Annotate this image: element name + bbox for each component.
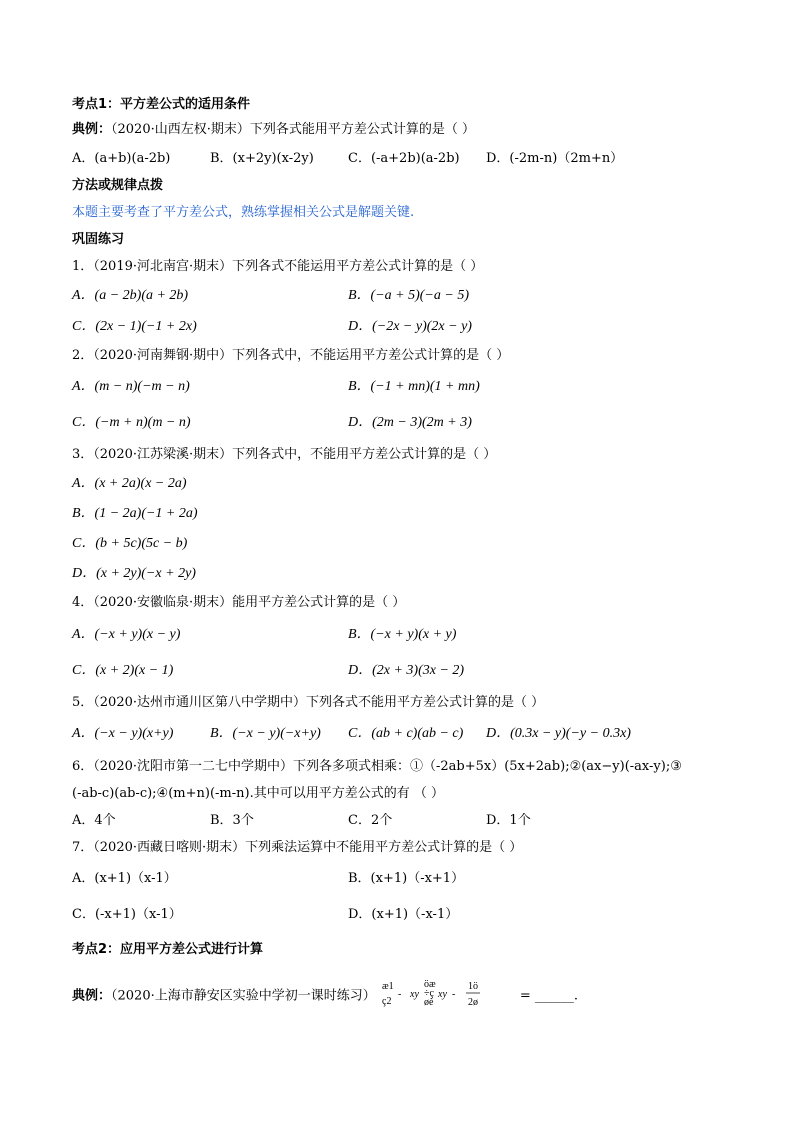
q3-option-c: C．(b + 5c)(5c − b) [72,536,188,551]
section1-title: 考点1：平方差公式的适用条件 [72,97,251,112]
example1-label: 典例： [72,122,112,137]
svg-text:ç2: ç2 [381,996,392,1007]
q2-option-d: D．(2m − 3)(2m + 3) [348,415,472,430]
q2-option-c: C．(−m + n)(m − n) [72,415,191,430]
q3-stem: 3．（2020·江苏梁溪·期末）下列各式中，不能用平方差公式计算的是（ ） [72,447,497,462]
svg-text:öæ: öæ [423,979,436,990]
svg-text:2ø: 2ø [467,997,478,1008]
example1-option-b: B．(x+2y)(x-2y) [210,151,314,166]
example1 [72,121,475,139]
method-title: 方法或规律点拨 [72,178,164,193]
svg-text:æ1: æ1 [381,981,394,992]
q5-option-c: C．(ab + c)(ab − c) [348,726,464,741]
svg-text:÷ç: ÷ç [423,988,434,999]
q2-option-b: B．(−1 + mn)(1 + mn) [348,379,480,394]
svg-text:1ö: 1ö [467,981,478,992]
q2-stem: 2．（2020·河南舞钢·期中）下列各式中，不能运用平方差公式计算的是（ ） [72,348,510,363]
q4-option-b: B．(−x + y)(x + y) [348,627,457,642]
q5-stem: 5．（2020·达州市通川区第八中学期中）下列各式不能用平方差公式计算的是（ ） [72,695,545,710]
q1-option-c: C．(2x − 1)(−1 + 2x) [72,319,197,334]
q1-stem: 1．（2019·河北南宫·期末）下列各式不能运用平方差公式计算的是（ ） [72,259,484,274]
q5-option-a: A．(−x − y)(x+y) [72,726,174,741]
practice-title: 巩固练习 [72,232,125,247]
q3-option-a: A．(x + 2a)(x − 2a) [72,476,187,491]
garbled-formula-graphic [380,978,520,1008]
example1-option-c: C．(-a+2b)(a-2b) [348,151,460,166]
q6-option-b: B．3个 [210,813,254,828]
q7-option-d: D．(x+1)（-x-1） [348,907,459,922]
svg-text:-: - [397,989,402,1000]
q5-option-d: D．(0.3x − y)(−y − 0.3x) [486,726,631,741]
q3-option-d: D．(x + 2y)(−x + 2y) [72,566,196,581]
svg-text:-: - [451,989,456,1000]
example2 [72,978,578,1014]
svg-text:øè: øè [423,997,434,1008]
q4-option-a: A．(−x + y)(x − y) [72,627,181,642]
method-text: 本题主要考查了平方差公式，熟练掌握相关公式是解题关键. [72,205,415,220]
q7-stem: 7．（2020·西藏日喀则·期末）下列乘法运算中不能用平方差公式计算的是（ ） [72,840,523,855]
q6-option-d: D．1个 [486,813,531,828]
q7-option-a: A．(x+1)（x-1） [72,871,177,886]
q5-option-b: B．(−x − y)(−x+y) [210,726,321,741]
example2-formula-image [380,978,520,1014]
q4-stem: 4．（2020·安徽临泉·期末）能用平方差公式计算的是（ ） [72,595,406,610]
q1-option-a: A．(a − 2b)(a + 2b) [72,288,189,303]
example1-text: （2020·山西左权·期末）下列各式能用平方差公式计算的是（ ） [111,122,475,137]
example1-option-a: A．(a+b)(a-2b) [72,151,171,166]
svg-text:xy: xy [437,989,447,1000]
q1-option-b: B．(−a + 5)(−a − 5) [348,288,469,303]
q6-stem: 6．（2020·沈阳市第一二七中学期中）下列各多项式相乘：①（-2ab+5x）(5x+2ab);②(ax−y)(-ax-y);③ [72,759,682,774]
q4-option-d: D．(2x + 3)(3x − 2) [348,663,465,678]
q1-option-d: D．(−2x − y)(2x − y) [348,319,472,334]
example2-answer-blank[interactable]: = ______. [519,988,579,1004]
example2-text: （2020·上海市静安区实验中学初一课时练习） [111,988,376,1004]
q2-option-a: A．(m − n)(−m − n) [72,379,190,394]
q6-option-a: A．4个 [72,813,116,828]
section2-title: 考点2：应用平方差公式进行计算 [72,942,264,957]
q6-stem-continued: (-ab-c)(ab-c);④(m+n)(-m-n).其中可以用平方差公式的有 （ ） [72,786,444,801]
example1-option-d: D．(-2m-n)（2m+n） [486,151,624,166]
q3-option-b: B．(1 − 2a)(−1 + 2a) [72,506,198,521]
example2-label: 典例： [72,988,112,1004]
q7-option-b: B．(x+1)（-x+1） [348,871,465,886]
q7-option-c: C．(-x+1)（x-1） [72,907,182,922]
q4-option-c: C．(x + 2)(x − 1) [72,663,174,678]
q6-option-c: C．2个 [348,813,393,828]
svg-text:xy: xy [409,989,419,1000]
